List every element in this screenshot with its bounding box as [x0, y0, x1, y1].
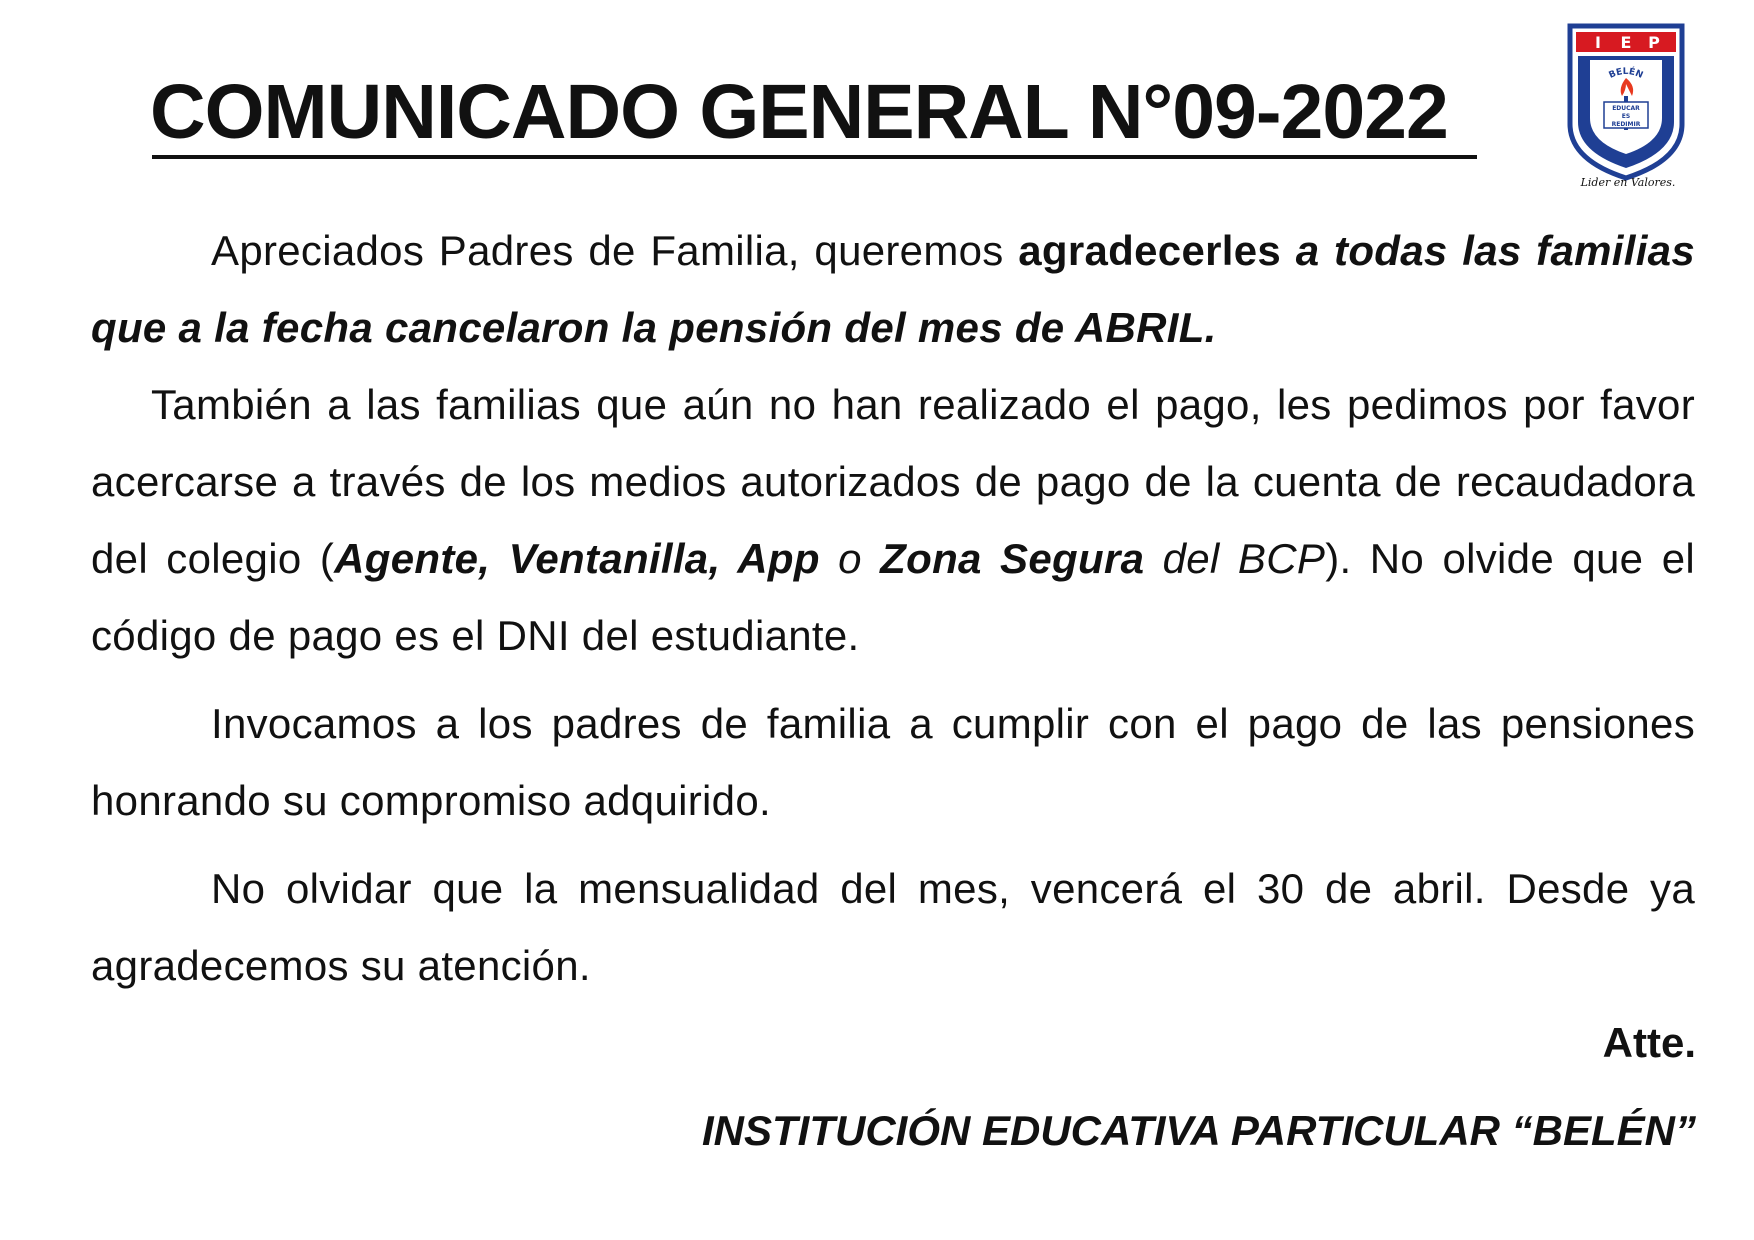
logo-motto-2: ES [1621, 113, 1631, 120]
logo-slogan: Lider en Valores. [1580, 176, 1676, 189]
document-title: COMUNICADO GENERAL N°09-2022 [150, 69, 1448, 155]
paragraph-due-date: No olvidar que la mensualidad del mes, vencerá el 30 de abril. Desde ya agradecemos su atención. [91, 865, 1695, 989]
logo-letter-1: I [1595, 33, 1601, 52]
logo-motto-3: REDIMIR [1611, 121, 1641, 128]
paragraph-payment-channels: También a las familias que aún no han realizado el pago, les pedimos por favor acercarse a través de los medios autorizados de pago de la cuenta de recaudadora del colegio (Agente, Ventanilla, App o Zona Segura del BCP). No olvide que el código de pago es el DNI del estudiante. [91, 381, 1695, 659]
logo-motto-1: EDUCAR [1612, 105, 1640, 112]
logo-letter-2: E [1620, 33, 1632, 52]
institution-signature: INSTITUCIÓN EDUCATIVA PARTICULAR “BELÉN” [702, 1107, 1696, 1154]
paragraph-thanks: Apreciados Padres de Familia, queremos agradecerles a todas las familias que a la fecha cancelaron la pensión del mes de ABRIL. [91, 227, 1695, 351]
paragraph-commitment: Invocamos a los padres de familia a cumplir con el pago de las pensiones honrando su compromiso adquirido. [91, 700, 1695, 824]
logo-name: BELÉN [1607, 66, 1645, 81]
title-underline [152, 155, 1477, 159]
logo-letter-3: P [1648, 33, 1660, 52]
letter-body [91, 212, 1695, 1004]
school-crest-logo [1556, 20, 1696, 190]
closing-atte: Atte. [1602, 1019, 1696, 1066]
